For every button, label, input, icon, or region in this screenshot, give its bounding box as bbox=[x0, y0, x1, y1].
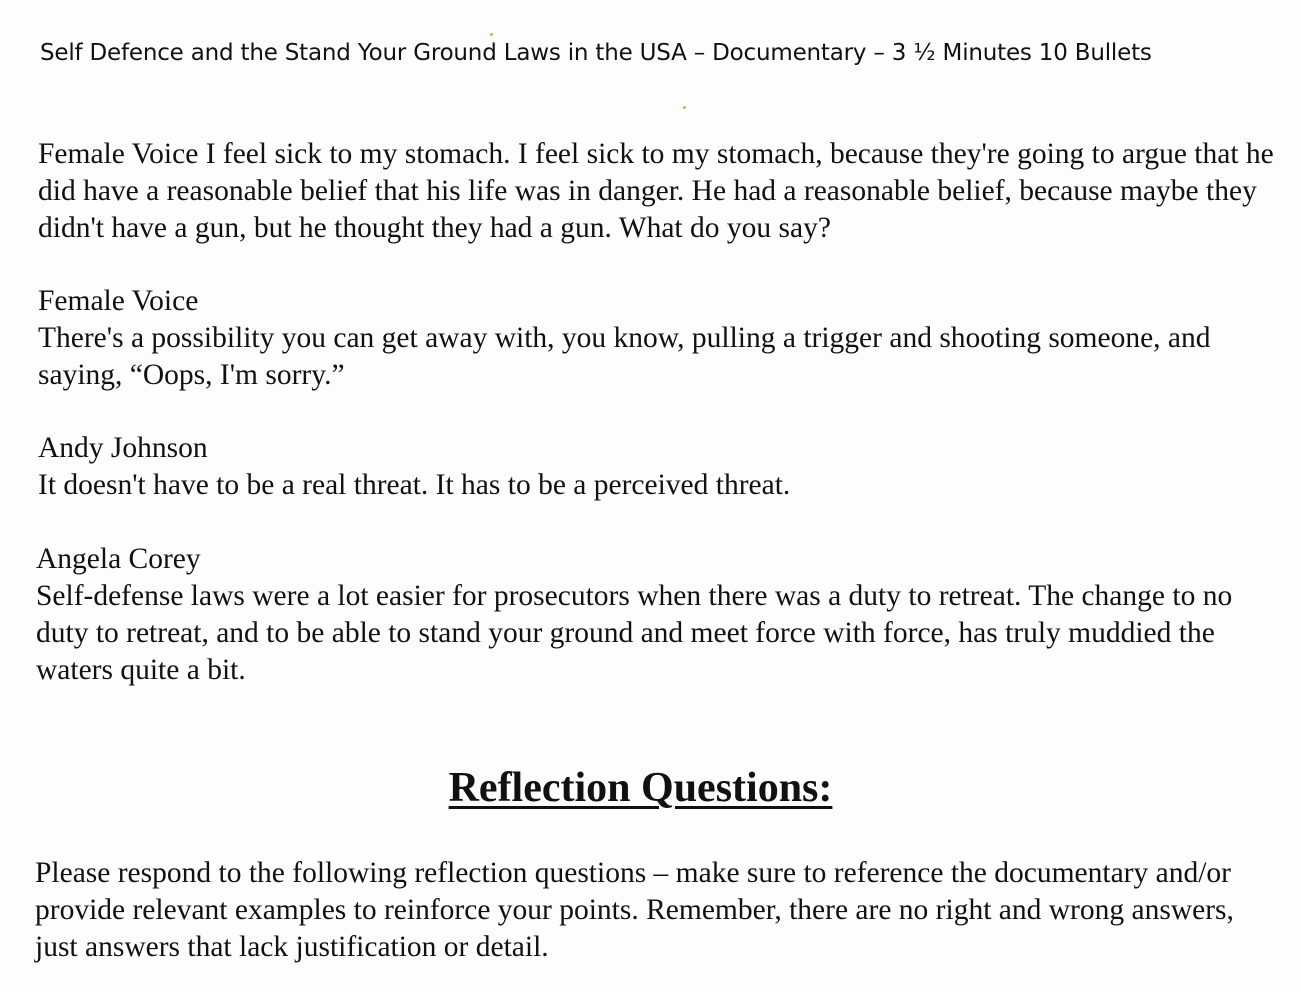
transcript-entry bbox=[38, 283, 1278, 394]
speech-text: I feel sick to my stomach. I feel sick to my stomach, because they're going to argue that he did have a reasonable belief that his life was in danger. He had a reasonable belief, because maybe they didn't have a gun, but he thought they had a gun. What do you say? bbox=[38, 138, 1274, 244]
speaker-name: Female Voice bbox=[38, 138, 199, 170]
reflection-instructions: Please respond to the following reflection questions – make sure to reference the documentary and/or provide relevant examples to reinforce your points. Remember, there are no right and wrong answers, just answers that lack justification or detail. bbox=[35, 857, 1234, 963]
paper-speck bbox=[683, 106, 686, 109]
paper-speck bbox=[490, 33, 493, 36]
speech-text: It doesn't have to be a real threat. It has to be a perceived threat. bbox=[38, 469, 791, 501]
speech-text: There's a possibility you can get away with, you know, pulling a trigger and shooting someone, and saying, “Oops, I'm sorry.” bbox=[38, 322, 1211, 391]
document-header: Self Defence and the Stand Your Ground Laws in the USA – Documentary – 3 ½ Minutes 10 Bullets bbox=[40, 40, 1152, 66]
reflection-heading: Reflection Questions: bbox=[448, 765, 833, 811]
transcript-entry bbox=[38, 430, 1278, 504]
speaker-name: Angela Corey bbox=[36, 543, 201, 575]
speech-text: Self-defense laws were a lot easier for prosecutors when there was a duty to retreat. The change to no duty to retreat, and to be able to stand your ground and meet force with force, has truly muddied the waters quite a bit. bbox=[36, 580, 1233, 686]
transcript-entry bbox=[36, 541, 1276, 689]
speaker-name: Andy Johnson bbox=[38, 432, 208, 464]
transcript-entry bbox=[38, 136, 1278, 247]
speaker-name: Female Voice bbox=[38, 285, 199, 317]
